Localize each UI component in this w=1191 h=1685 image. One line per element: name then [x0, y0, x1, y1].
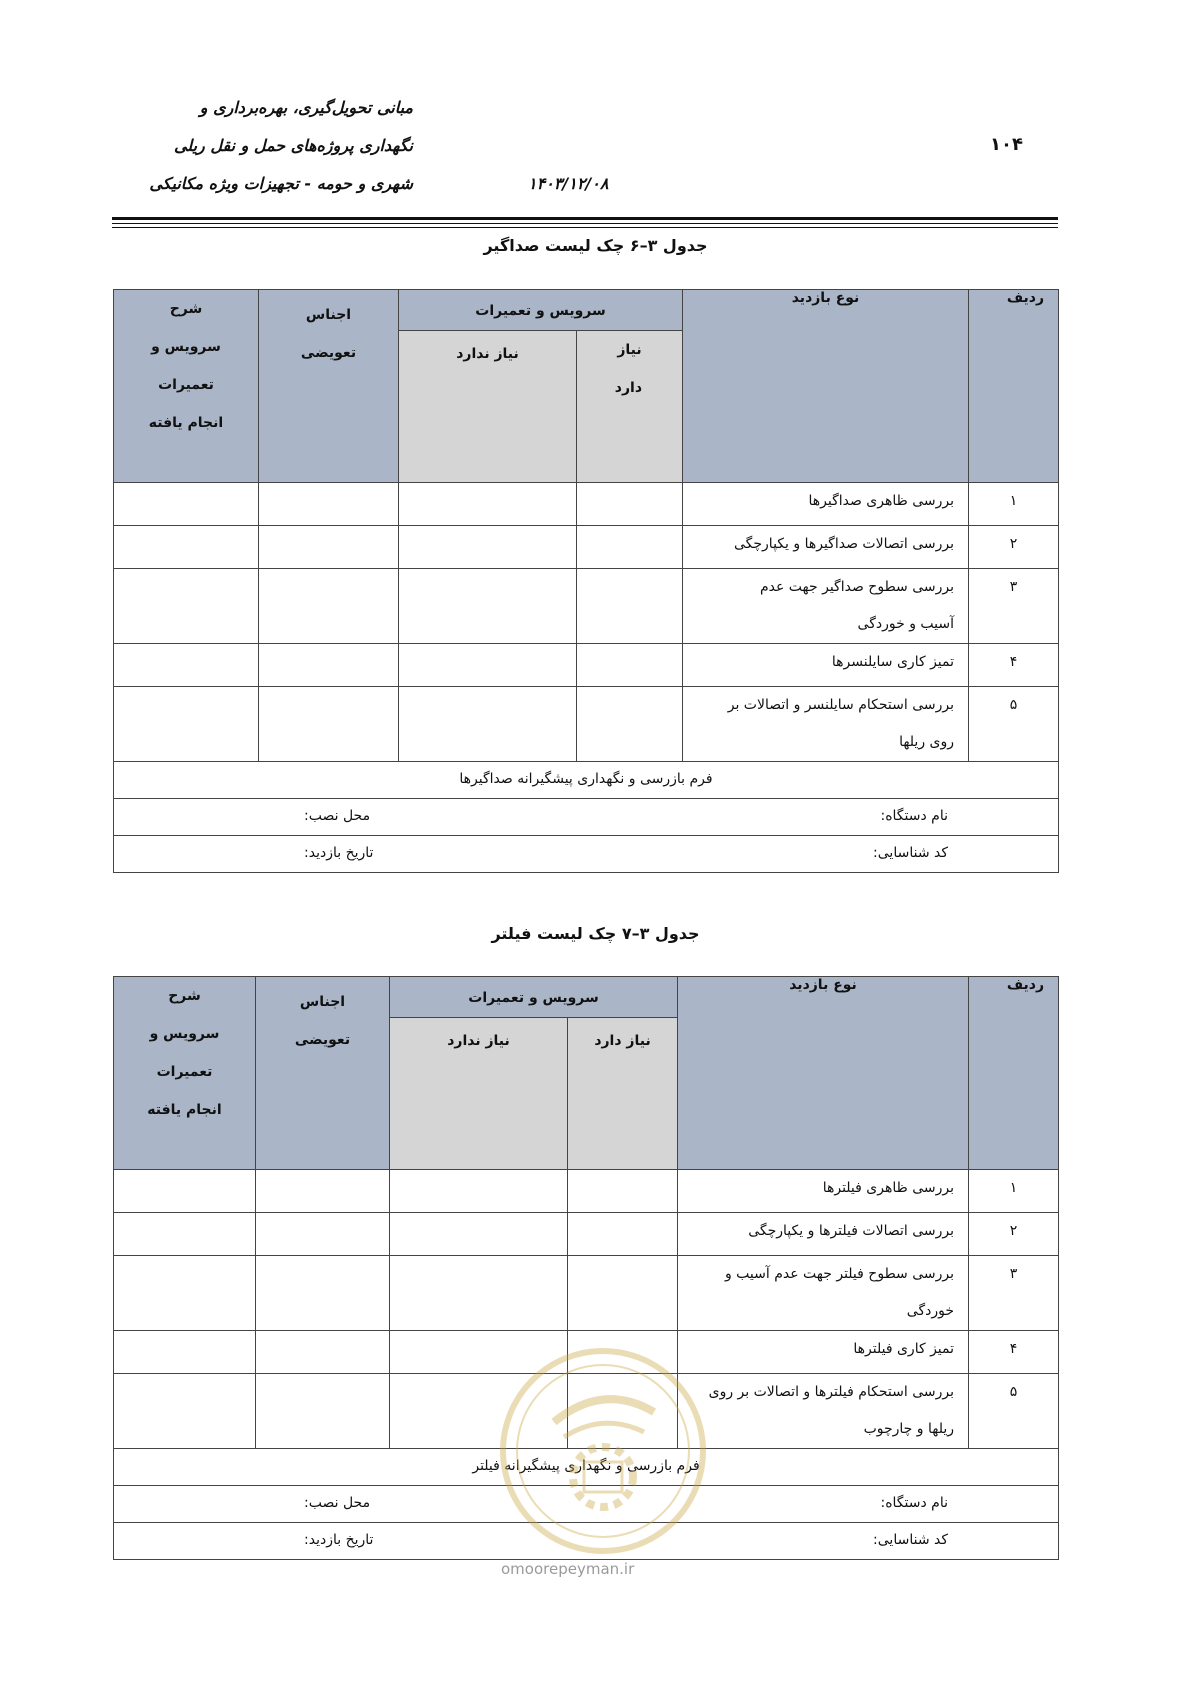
table2-row-1-description[interactable] [114, 1170, 256, 1213]
table1-row-1-description[interactable] [114, 483, 259, 526]
table2-row-3-needs[interactable] [568, 1256, 678, 1331]
table1-row-2-needs[interactable] [577, 526, 683, 569]
table1-row-5-no-need[interactable] [399, 687, 577, 762]
table2-caption: جدول ۳–۷ چک لیست فیلتر [491, 924, 700, 943]
book-title-line-3: شهری و حومه - تجهیزات ویژه مکانیکی [149, 174, 413, 193]
table1-row-1-parts[interactable] [259, 483, 399, 526]
table1-device-name-label: نام دستگاه: [880, 808, 949, 824]
table2-row-3-no-need[interactable] [390, 1256, 568, 1331]
table1-row-3-parts[interactable] [259, 569, 399, 644]
table2-row-2-needs[interactable] [568, 1213, 678, 1256]
header-rule-thick [112, 217, 1058, 220]
table1-row-5-needs[interactable] [577, 687, 683, 762]
table2-install-place-label: محل نصب: [304, 1495, 371, 1511]
table1-row-3-needs[interactable] [577, 569, 683, 644]
table1-row-4-description[interactable] [114, 644, 259, 687]
table1-row-4-parts[interactable] [259, 644, 399, 687]
table1-row-3-no-need[interactable] [399, 569, 577, 644]
table1-form-title: فرم بازرسی و نگهداری پیشگیرانه صداگیرها [114, 762, 1059, 799]
table1-row-1-no-need[interactable] [399, 483, 577, 526]
table1-header-parts: اجناس تعویضی [259, 290, 399, 483]
table2-row-1-needs[interactable] [568, 1170, 678, 1213]
table2-row-5-no: ۵ [969, 1374, 1059, 1449]
table1-header-no-need: نیاز ندارد [399, 331, 577, 483]
table2-row-3-parts[interactable] [256, 1256, 390, 1331]
book-title-line-2: نگهداری پروژه‌های حمل و نقل ریلی [173, 136, 413, 155]
table1-header-service: سرویس و تعمیرات [399, 290, 683, 331]
table1-caption: جدول ۳–۶ چک لیست صداگیر [483, 236, 708, 255]
table1-row-4-no-need[interactable] [399, 644, 577, 687]
watermark-logo-icon [494, 1342, 712, 1560]
table1-row-4-needs[interactable] [577, 644, 683, 687]
table2-row-4-parts[interactable] [256, 1331, 390, 1374]
table1-id-row [114, 836, 1059, 873]
table1-header-visit-type: نوع بازدید [683, 290, 969, 483]
table1-row-3-description[interactable] [114, 569, 259, 644]
table1 [113, 289, 1059, 873]
table2-row-3-item: بررسی سطوح فیلتر جهت عدم آسیب و خوردگی [678, 1256, 969, 1331]
table1-row-3-no: ۳ [969, 569, 1059, 644]
table2-row-3-no: ۳ [969, 1256, 1059, 1331]
table1-row-5-description[interactable] [114, 687, 259, 762]
book-title-line-1: مبانی تحویل‌گیری، بهره‌برداری و [199, 98, 413, 117]
table2-device-name-label: نام دستگاه: [880, 1495, 949, 1511]
table2-row-2-no-need[interactable] [390, 1213, 568, 1256]
header-rule-thin [112, 227, 1058, 228]
table2-row-4-no: ۴ [969, 1331, 1059, 1374]
header-rule-mid [112, 223, 1058, 224]
table2-row-5-description[interactable] [114, 1374, 256, 1449]
table2-header-no-need: نیاز ندارد [390, 1018, 568, 1170]
table1-row-3-item: بررسی سطوح صداگیر جهت عدم آسیب و خوردگی [683, 569, 969, 644]
table1-row-5-no: ۵ [969, 687, 1059, 762]
table1-row-4-no: ۴ [969, 644, 1059, 687]
table2-header-needs: نیاز دارد [568, 1018, 678, 1170]
table2-row-1-item: بررسی ظاهری فیلترها [678, 1170, 969, 1213]
watermark-text: omoorepeyman.ir [501, 1560, 635, 1578]
table2-row-5-item: بررسی استحکام فیلترها و اتصالات بر روی ریلها و چارچوب [678, 1374, 969, 1449]
table2-row-1-no-need[interactable] [390, 1170, 568, 1213]
table2-header-visit-type: نوع بازدید [678, 977, 969, 1170]
table2-header-description: شرح سرویس و تعمیرات انجام یافته [114, 977, 256, 1170]
table1-row-5-item: بررسی استحکام سایلنسر و اتصالات بر روی ریلها [683, 687, 969, 762]
table2-row-5-parts[interactable] [256, 1374, 390, 1449]
header-date: ۱۴۰۳/۱۲/۰۸ [528, 174, 609, 193]
table2-header-parts: اجناس تعویضی [256, 977, 390, 1170]
table1-header-needs: نیاز دارد [577, 331, 683, 483]
table1-header-row-no: ردیف [969, 290, 1059, 483]
table1-row-1-item: بررسی ظاهری صداگیرها [683, 483, 969, 526]
table1-visit-date-label: تاریخ بازدید: [304, 845, 374, 861]
table1-install-place-label: محل نصب: [304, 808, 371, 824]
table2-row-3-description[interactable] [114, 1256, 256, 1331]
table1-header-description: شرح سرویس و تعمیرات انجام یافته [114, 290, 259, 483]
table2-form-title: فرم بازرسی و نگهداری پیشگیرانه فیلتر [114, 1449, 1059, 1486]
table2-row-4-item: تمیز کاری فیلترها [678, 1331, 969, 1374]
table2-row-2-item: بررسی اتصالات فیلترها و یکپارچگی [678, 1213, 969, 1256]
table1-row-2-no-need[interactable] [399, 526, 577, 569]
table2-header-row-no: ردیف [969, 977, 1059, 1170]
table2-row-1-no: ۱ [969, 1170, 1059, 1213]
table2-row-2-description[interactable] [114, 1213, 256, 1256]
table2-row-2-no: ۲ [969, 1213, 1059, 1256]
table2-visit-date-label: تاریخ بازدید: [304, 1532, 374, 1548]
table1-row-2-description[interactable] [114, 526, 259, 569]
table2-id-code-label: کد شناسایی: [873, 1532, 949, 1548]
table1-row-5-parts[interactable] [259, 687, 399, 762]
table1-row-1-no: ۱ [969, 483, 1059, 526]
table1-row-1-needs[interactable] [577, 483, 683, 526]
table2-header-service: سرویس و تعمیرات [390, 977, 678, 1018]
table2-row-4-description[interactable] [114, 1331, 256, 1374]
table1-row-2-item: بررسی اتصالات صداگیرها و یکپارچگی [683, 526, 969, 569]
table1-id-code-label: کد شناسایی: [873, 845, 949, 861]
page-number: ۱۰۴ [990, 134, 1023, 155]
table2-row-1-parts[interactable] [256, 1170, 390, 1213]
table1-device-row [114, 799, 1059, 836]
table1-row-4-item: تمیز کاری سایلنسرها [683, 644, 969, 687]
table2-row-2-parts[interactable] [256, 1213, 390, 1256]
table1-row-2-parts[interactable] [259, 526, 399, 569]
table1-row-2-no: ۲ [969, 526, 1059, 569]
